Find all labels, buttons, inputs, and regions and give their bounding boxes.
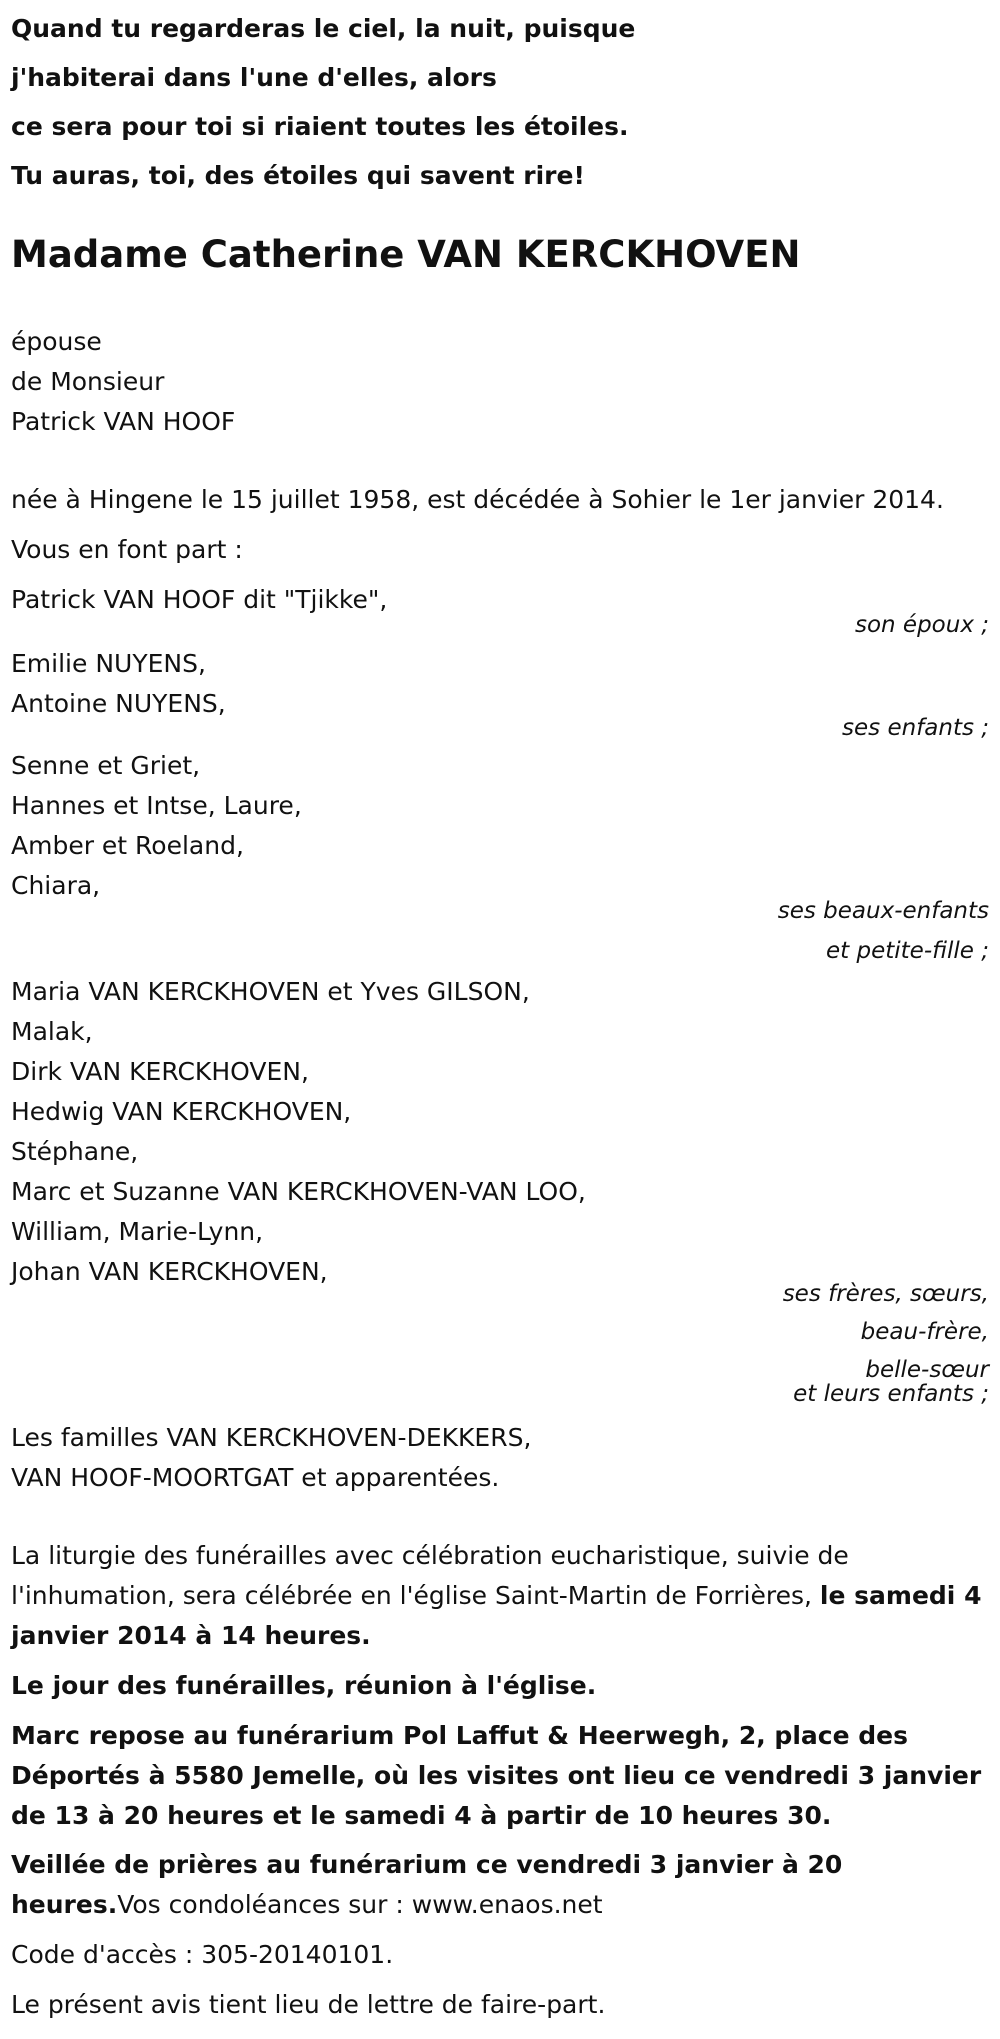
relation-label xyxy=(778,891,989,971)
liturgy-date: le samedi 4 janvier 2014 à 14 heures. xyxy=(11,1581,982,1650)
families-line: Les familles VAN KERCKHOVEN-DEKKERS, xyxy=(11,1423,532,1452)
relation-line: belle-sœur xyxy=(865,1357,989,1383)
family-member: Dirk VAN KERCKHOVEN, xyxy=(11,1057,309,1086)
family-member: Johan VAN KERCKHOVEN, xyxy=(11,1257,328,1286)
relation-line: ses frères, sœurs, xyxy=(782,1281,989,1307)
announce: Vous en font part : xyxy=(11,535,243,564)
access-code: Code d'accès : 305-20140101. xyxy=(11,1940,394,1969)
relation-label xyxy=(842,708,989,748)
spouse-block xyxy=(11,322,993,442)
family-member: Senne et Griet, xyxy=(11,751,201,780)
family-member: Amber et Roeland, xyxy=(11,831,244,860)
family-member: Chiara, xyxy=(11,871,101,900)
condolences: Vos condoléances sur : www.enaos.net xyxy=(117,1890,603,1919)
family-member: Marc et Suzanne VAN KERCKHOVEN-VAN LOO, xyxy=(11,1177,586,1206)
families xyxy=(11,1418,993,1498)
poem xyxy=(11,4,993,200)
family-member: William, Marie-Lynn, xyxy=(11,1217,264,1246)
liturgy xyxy=(11,1536,993,1656)
group-names xyxy=(11,580,993,620)
poem-line: Quand tu regarderas le ciel, la nuit, puisque xyxy=(11,14,636,43)
family-member: Maria VAN KERCKHOVEN et Yves GILSON, xyxy=(11,977,530,1006)
family-member: Malak, xyxy=(11,1017,93,1046)
funerarium: Marc repose au funérarium Pol Laffut & Heerwegh, 2, place des Déportés à 5580 Jemelle, où les visites ont lieu ce vendredi 3 janvier de 13 à 20 heures et le samedi 4 à partir de 10 heures 30. xyxy=(11,1721,982,1830)
relation-label xyxy=(855,605,989,645)
spouse-line: épouse xyxy=(11,327,102,356)
poem-line: Tu auras, toi, des étoiles qui savent rire! xyxy=(11,161,585,190)
liturgy-text: La liturgie des funérailles avec célébration eucharistique, suivie de l'inhumation, sera célébrée en l'église Saint-Martin de Forrières, xyxy=(11,1541,849,1610)
family-member: Antoine NUYENS, xyxy=(11,689,226,718)
relation-line: et leurs enfants ; xyxy=(793,1381,989,1407)
group-names xyxy=(11,972,993,1292)
relation-line: ses enfants ; xyxy=(842,715,989,741)
families-line: VAN HOOF-MOORTGAT et apparentées. xyxy=(11,1463,500,1492)
notice: Le présent avis tient lieu de lettre de faire-part. xyxy=(11,1990,606,2019)
family-member: Stéphane, xyxy=(11,1137,139,1166)
poem-line: ce sera pour toi si riaient toutes les étoiles. xyxy=(11,112,629,141)
family-member: Emilie NUYENS, xyxy=(11,649,206,678)
relation-label xyxy=(783,1275,989,1413)
family-member: Hannes et Intse, Laure, xyxy=(11,791,302,820)
relation-line: ses beaux-enfants xyxy=(777,898,989,924)
group-names xyxy=(11,746,993,906)
deceased-name: Madame Catherine VAN KERCKHOVEN xyxy=(11,233,801,276)
relation-line: beau-frère, xyxy=(860,1319,989,1345)
family-member: Hedwig VAN KERCKHOVEN, xyxy=(11,1097,352,1126)
spouse-line: de Monsieur xyxy=(11,367,165,396)
vigil-text: Veillée de prières au funérarium ce vendredi 3 janvier à 20 heures. xyxy=(11,1850,843,1919)
relation-line: son époux ; xyxy=(854,612,989,638)
family-member: Patrick VAN HOOF dit "Tjikke", xyxy=(11,585,388,614)
relation-line: et petite-fille ; xyxy=(826,938,989,964)
meeting: Le jour des funérailles, réunion à l'église. xyxy=(11,1671,597,1700)
vigil xyxy=(11,1845,993,1925)
spouse-line: Patrick VAN HOOF xyxy=(11,407,236,436)
poem-line: j'habiterai dans l'une d'elles, alors xyxy=(11,63,497,92)
birth-death: née à Hingene le 15 juillet 1958, est décédée à Sohier le 1er janvier 2014. xyxy=(11,485,944,514)
